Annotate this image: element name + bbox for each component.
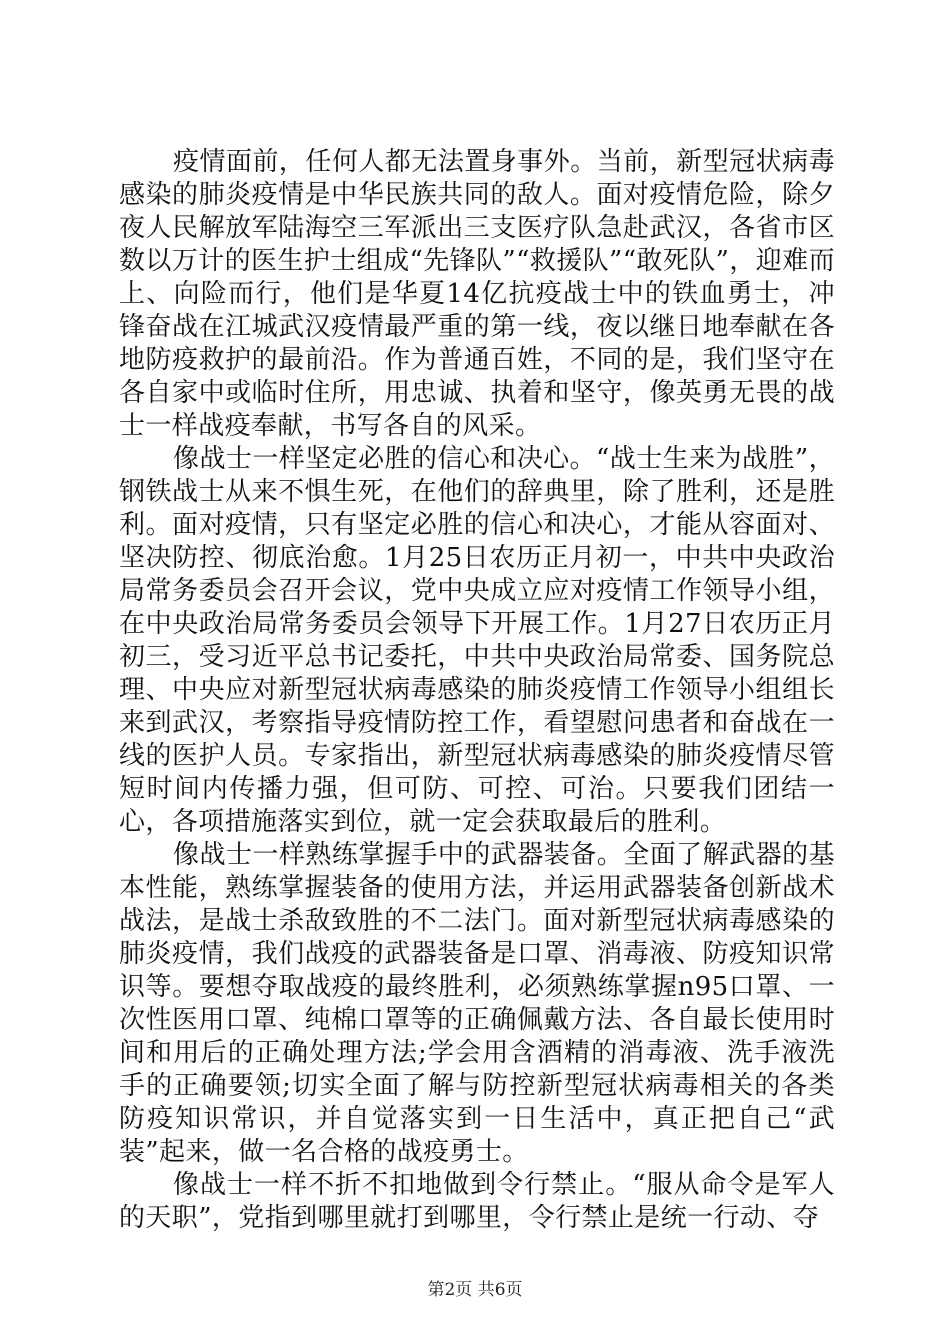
paragraph-3: 像战士一样熟练掌握手中的武器装备。全面了解武器的基本性能，熟练掌握装备的使用方法，并运用武器装备创新战术战法，是战士杀敌致胜的不二法门。面对新型冠状病毒感染的肺炎疫情，我们战疫的武器装备是口罩、消毒液、防疫知识常识等。要想夺取战疫的最终胜利，必须熟练掌握n95口罩、一次性医用口罩、纯棉口罩等的正确佩戴方法、各自最长使用时间和用后的正确处理方法;学会用含酒精的消毒液、洗手液洗手的正确要领;切实全面了解与防控新型冠状病毒相关的各类防疫知识常识，并自觉落实到一日生活中，真正把自己“武装”起来，做一名合格的战疫勇士。 bbox=[119, 840, 835, 1167]
body-text bbox=[119, 146, 835, 1235]
paragraph-1: 疫情面前，任何人都无法置身事外。当前，新型冠状病毒感染的肺炎疫情是中华民族共同的敌人。面对疫情危险，除夕夜人民解放军陆海空三军派出三支医疗队急赴武汉，各省市区数以万计的医生护士组成“先锋队”“救援队”“敢死队”，迎难而上、向险而行，他们是华夏14亿抗疫战士中的铁血勇士，冲锋奋战在江城武汉疫情最严重的第一线，夜以继日地奉献在各地防疫救护的最前沿。作为普通百姓，不同的是，我们坚守在各自家中或临时住所，用忠诚、执着和坚守，像英勇无畏的战士一样战疫奉献，书写各自的风采。 bbox=[119, 147, 835, 441]
paragraph-4: 像战士一样不折不扣地做到令行禁止。“服从命令是军人的天职”，党指到哪里就打到哪里，令行禁止是统一行动、夺 bbox=[119, 1170, 835, 1233]
page-footer: 第2页 共6页 bbox=[427, 1280, 523, 1300]
paragraph-2: 像战士一样坚定必胜的信心和决心。“战士生来为战胜”，钢铁战士从来不惧生死，在他们的辞典里，除了胜利，还是胜利。面对疫情，只有坚定必胜的信心和决心，才能从容面对、坚决防控、彻底治愈。1月25日农历正月初一，中共中央政治局常务委员会召开会议，党中央成立应对疫情工作领导小组，在中央政治局常务委员会领导下开展工作。1月27日农历正月初三，受习近平总书记委托，中共中央政治局常委、国务院总理、中央应对新型冠状病毒感染的肺炎疫情工作领导小组组长来到武汉，考察指导疫情防控工作，看望慰问患者和奋战在一线的医护人员。专家指出，新型冠状病毒感染的肺炎疫情尽管短时间内传播力强，但可防、可控、可治。只要我们团结一心，各项措施落实到位，就一定会获取最后的胜利。 bbox=[119, 444, 835, 837]
